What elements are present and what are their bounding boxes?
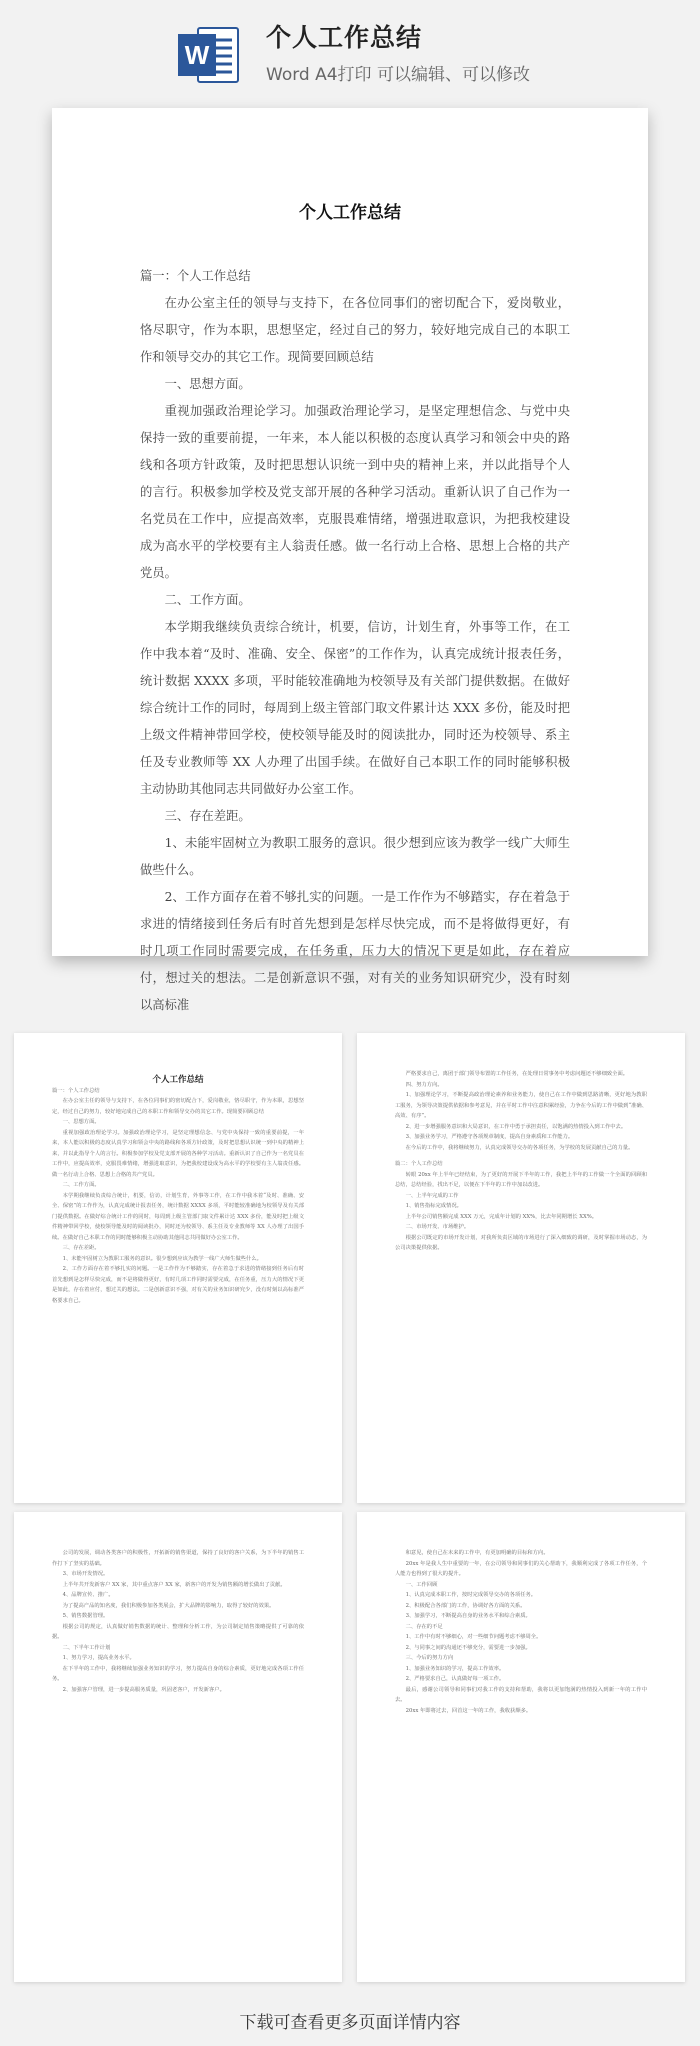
page-thumbnail-2[interactable]	[357, 1033, 685, 1503]
thumb-paragraph: 20xx 年是我人生中重要的一年，在公司领导和同事们的关心帮助下，我顺利完成了各项工作任务，个人能力也得到了很大的提升。	[395, 1560, 647, 1577]
main-document-page	[52, 108, 648, 1012]
svg-text:W: W	[184, 40, 210, 70]
download-hint[interactable]: 下载可查看更多页面详情内容	[239, 2013, 461, 2033]
page-thumbnail-4[interactable]	[357, 1512, 685, 1982]
header-subtitle: Word A4打印 可以编辑、可以修改	[266, 65, 530, 85]
thumbnail-body	[52, 1548, 304, 1695]
thumb-paragraph: 20xx 年即将过去，回首这一年的工作，我收获颇多。	[405, 1707, 532, 1714]
doc-paragraph: 1、未能牢固树立为教职工服务的意识。很少想到应该为教学一线广大师生做些什么。	[140, 836, 570, 877]
thumb-paragraph: 一、上半年完成的工作	[405, 1192, 459, 1199]
thumb-paragraph: 4、品牌宣传、推广。	[62, 1592, 114, 1598]
thumb-paragraph: 在今后的工作中，我将继续努力，认真完成领导交办的各项任务，为学校的发展贡献自己的力量。	[405, 1144, 634, 1151]
thumb-paragraph: 严格要求自己，离团于部门领导布置的工作任务，在处理日常事务中考虑问题还不够细致全面。	[405, 1071, 629, 1077]
thumbnail-body	[395, 1548, 647, 1716]
doc-heading: 一、思想方面。	[164, 377, 251, 391]
header	[0, 0, 700, 96]
thumb-paragraph: 3、加强学习，不断提高自身的业务水平和综合素质。	[405, 1613, 531, 1619]
thumbnail-body	[52, 1075, 304, 1306]
thumb-paragraph: 在办公室主任的领导与支持下，在各位同事们的密切配合下，爱岗敬业，恪尽职守，作为本职，思想坚定，经过自己的努力，较好地完成自己的本职工作和领导交办的其它工作。现简要回顾总结	[52, 1098, 304, 1115]
doc-paragraph: 篇一：个人工作总结	[140, 269, 251, 283]
thumb-paragraph: 1、加强理论学习，不断提高政治理论素养和业务能力，使自己在工作中做到思路清晰，更好地为教职工服务，为领导决策提供依据和参考意见，并在平时工作中注意积累经验，力争在今后的工作中做到“准确、高效、有序”。	[395, 1092, 647, 1119]
thumb-paragraph: 2、与同事之间的沟通还不够充分，需要进一步加强。	[405, 1644, 531, 1651]
thumb-paragraph: 篇二：个人工作总结	[395, 1161, 443, 1167]
thumb-paragraph: 二、市场开发、市场维护。	[405, 1224, 470, 1230]
thumb-paragraph: 2、积极配合各部门的工作，协调好各方面的关系。	[405, 1602, 526, 1609]
thumb-paragraph: 最后，感谢公司领导和同事们对我工作的支持和帮助，我将以更加饱满的热情投入到新一年的工作中去。	[395, 1686, 647, 1703]
page-thumbnail-3[interactable]	[14, 1512, 342, 1982]
thumb-paragraph: 5、销售数据管理。	[62, 1613, 109, 1619]
word-icon	[176, 22, 242, 88]
thumb-paragraph: 上半年共开发新客户 XX 家，其中重点客户 XX 家，新客户的开发为销售额的增长做出了贡献。	[62, 1581, 286, 1588]
thumb-paragraph: 四、努力方向。	[405, 1081, 443, 1088]
thumb-paragraph: 二、下半年工作计划	[62, 1644, 111, 1651]
thumb-paragraph: 三、今后的努力方向	[405, 1655, 454, 1661]
thumb-paragraph: 二、存在的不足	[405, 1623, 443, 1630]
thumb-paragraph: 为了提高产品的知名度，我们积极参加各类展会，扩大品牌的影响力，取得了较好的效果。	[62, 1602, 275, 1609]
thumb-paragraph: 1、认真完成本职工作，按时完成领导交办的各项任务。	[405, 1592, 537, 1598]
thumb-paragraph: 三、存在差距。	[62, 1245, 100, 1251]
doc-paragraph: 本学期我继续负责综合统计，机要，信访，计划生育，外事等工作，在工作中我本着“及时、准确、安全、保密”的工作作为，认真完成统计报表任务，统计数据 XXXX 多项，平时能较准确地为校领导及有关部门提供数据。在做好综合统计工作的同时，每周到上级主管部门取文件累计达 XXX 多份，能及时把上级文件精神带回学校，使校领导能及时的阅读批办，同时还为校领导、系主任及专业教师等 XX 人办理了出国手续。在做好自己本职工作的同时能够积极主动协助其他同志共同做好办公室工作。	[140, 620, 570, 796]
thumb-paragraph: 和意见，使自己在未来的工作中，有更加明确的目标和方向。	[405, 1550, 549, 1556]
thumb-paragraph: 2、加强客户管理，进一步提高服务质量，巩固老客户，开发新客户。	[62, 1686, 225, 1693]
thumb-paragraph: 2、工作方面存在着不够扎实的问题。一是工作作为不够踏实，存在着急于求进的情绪接到任务后有时首先想到是怎样尽快完成，而不是将做得更好，有时几项工作同时需要完成，在任务重，压力大的情况下更是如此，存在着应付，想过关的想法。二是创新意识不强，对有关的业务知识研究少，没有时刻以高标准严格要求自己。	[52, 1266, 304, 1304]
thumb-paragraph: 一、思想方面。	[62, 1119, 100, 1125]
doc-paragraph: 重视加强政治理论学习。加强政治理论学习，是坚定理想信念、与党中央保持一致的重要前提，一年来，本人能以积极的态度认真学习和领会中央的路线和各项方针政策，及时把思想认识统一到中央的精神上来，并以此指导个人的言行。积极参加学校及党支部开展的各种学习活动。重新认识了自己作为一名党员在工作中，应提高效率，克服畏难情绪，增强进取意识，为把我校建设成为高水平的学校要有主人翁责任感。做一名行动上合格、思想上合格的共产党员。	[140, 404, 570, 580]
thumb-paragraph: 3、加强业务学习，严格遵守各项规章制度，提高自身素质和工作能力。	[405, 1134, 574, 1140]
thumb-paragraph: 二、工作方面。	[62, 1182, 100, 1188]
thumb-paragraph: 重视加强政治理论学习。加强政治理论学习，是坚定理想信念、与党中央保持一致的重要前提，一年来，本人能以积极的态度认真学习和领会中央的路线和各项方针政策，及时把思想认识统一到中央的精神上来，并以此指导个人的言行。积极参加学校及党支部开展的各种学习活动。重新认识了自己作为一名党员在工作中，应提高效率，克服畏难情绪，增强进取意识，为把我校建设成为高水平的学校要有主人翁责任感。做一名行动上合格、思想上合格的共产党员。	[52, 1129, 304, 1178]
thumb-paragraph: 本学期我继续负责综合统计，机要，信访，计划生育，外事等工作，在工作中我本着“及时、准确、安全、保密”的工作作为，认真完成统计报表任务，统计数据 XXXX 多项，平时能较准确地为校领导及有关部门提供数据。在做好综合统计工作的同时，每周到上级主管部门取文件累计达 XXX 多份，能及时把上级文件精神带回学校，使校领导能及时的阅读批办，同时还为校领导、系主任及专业教师等 XX 人办理了出国手续。在做好自己本职工作的同时能够积极主动协助其他同志共同做好办公室工作。	[52, 1192, 304, 1241]
thumb-paragraph: 上半年公司销售额完成 XXX 万元，完成年计划的 XX%，比去年同期增长 XX%。	[405, 1213, 598, 1220]
thumbnail-body	[395, 1069, 647, 1254]
doc-paragraph: 在办公室主任的领导与支持下，在各位同事们的密切配合下，爱岗敬业，恪尽职守，作为本职，思想坚定，经过自己的努力，较好地完成自己的本职工作和领导交办的其它工作。现简要回顾总结	[140, 296, 570, 364]
document-body	[140, 263, 570, 1019]
page-thumbnail-1[interactable]	[14, 1033, 342, 1503]
thumb-paragraph: 公司的发展，调动各类客户的积极性，开拓新的销售渠道，保持了良好的客户关系，为下半年的销售工作打下了坚实的基础。	[52, 1550, 304, 1567]
thumb-paragraph: 在下半年的工作中，我将继续加强业务知识的学习，努力提高自身的综合素质，更好地完成各项工作任务。	[52, 1665, 304, 1682]
thumb-paragraph: 1、销售指标完成情况。	[405, 1203, 462, 1209]
thumbnail-title: 个人工作总结	[152, 1075, 204, 1085]
thumb-paragraph: 2、进一步增强服务意识和大局意识，在工作中勇于承担责任，以饱满的热情投入到工作中去。	[405, 1123, 627, 1130]
thumb-paragraph: 1、努力学习，提高业务水平。	[62, 1655, 135, 1661]
doc-heading: 二、工作方面。	[164, 593, 251, 607]
thumb-paragraph: 1、工作中有时不够细心，对一些细节问题考虑不够周全。	[405, 1634, 542, 1640]
thumb-paragraph: 转眼 20xx 年上半年已经结束，为了更好的开展下半年的工作，我把上半年的工作做一个全面的回顾和总结，总结经验，找出不足，以便在下半年的工作中加以改进。	[395, 1171, 647, 1188]
thumb-paragraph: 2、严格要求自己，认真做好每一项工作。	[405, 1676, 505, 1682]
doc-heading: 三、存在差距。	[164, 809, 251, 823]
thumb-paragraph: 3、市场开发情况。	[62, 1571, 109, 1577]
doc-paragraph: 2、工作方面存在着不够扎实的问题。一是工作作为不够踏实，存在着急于求进的情绪接到任务后有时首先想到是怎样尽快完成，而不是将做得更好，有时几项工作同时需要完成，在任务重，压力大的情况下更是如此，存在着应付，想过关的想法。二是创新意识不强，对有关的业务知识研究少，没有时刻以高标准	[140, 890, 570, 1012]
document-title: 个人工作总结	[299, 203, 401, 223]
header-title: 个人工作总结	[266, 23, 423, 52]
thumb-paragraph: 一、工作回顾	[405, 1581, 438, 1588]
thumb-paragraph: 根据公司的规定，认真做好销售数据的统计、整理和分析工作，为公司制定销售策略提供了可靠的依据。	[52, 1623, 304, 1640]
thumb-paragraph: 根据公司既定的市场开发计划，对我所负责区域的市场进行了深入细致的调研，及时掌握市场动态，为公司决策提供依据。	[395, 1234, 647, 1251]
thumb-paragraph: 篇一：个人工作总结	[52, 1087, 100, 1094]
thumb-paragraph: 1、加强业务知识的学习，提高工作效率。	[405, 1665, 505, 1672]
thumb-paragraph: 1、未能牢固树立为教职工服务的意识。很少想到应该为教学一线广大师生做些什么。	[62, 1255, 262, 1262]
